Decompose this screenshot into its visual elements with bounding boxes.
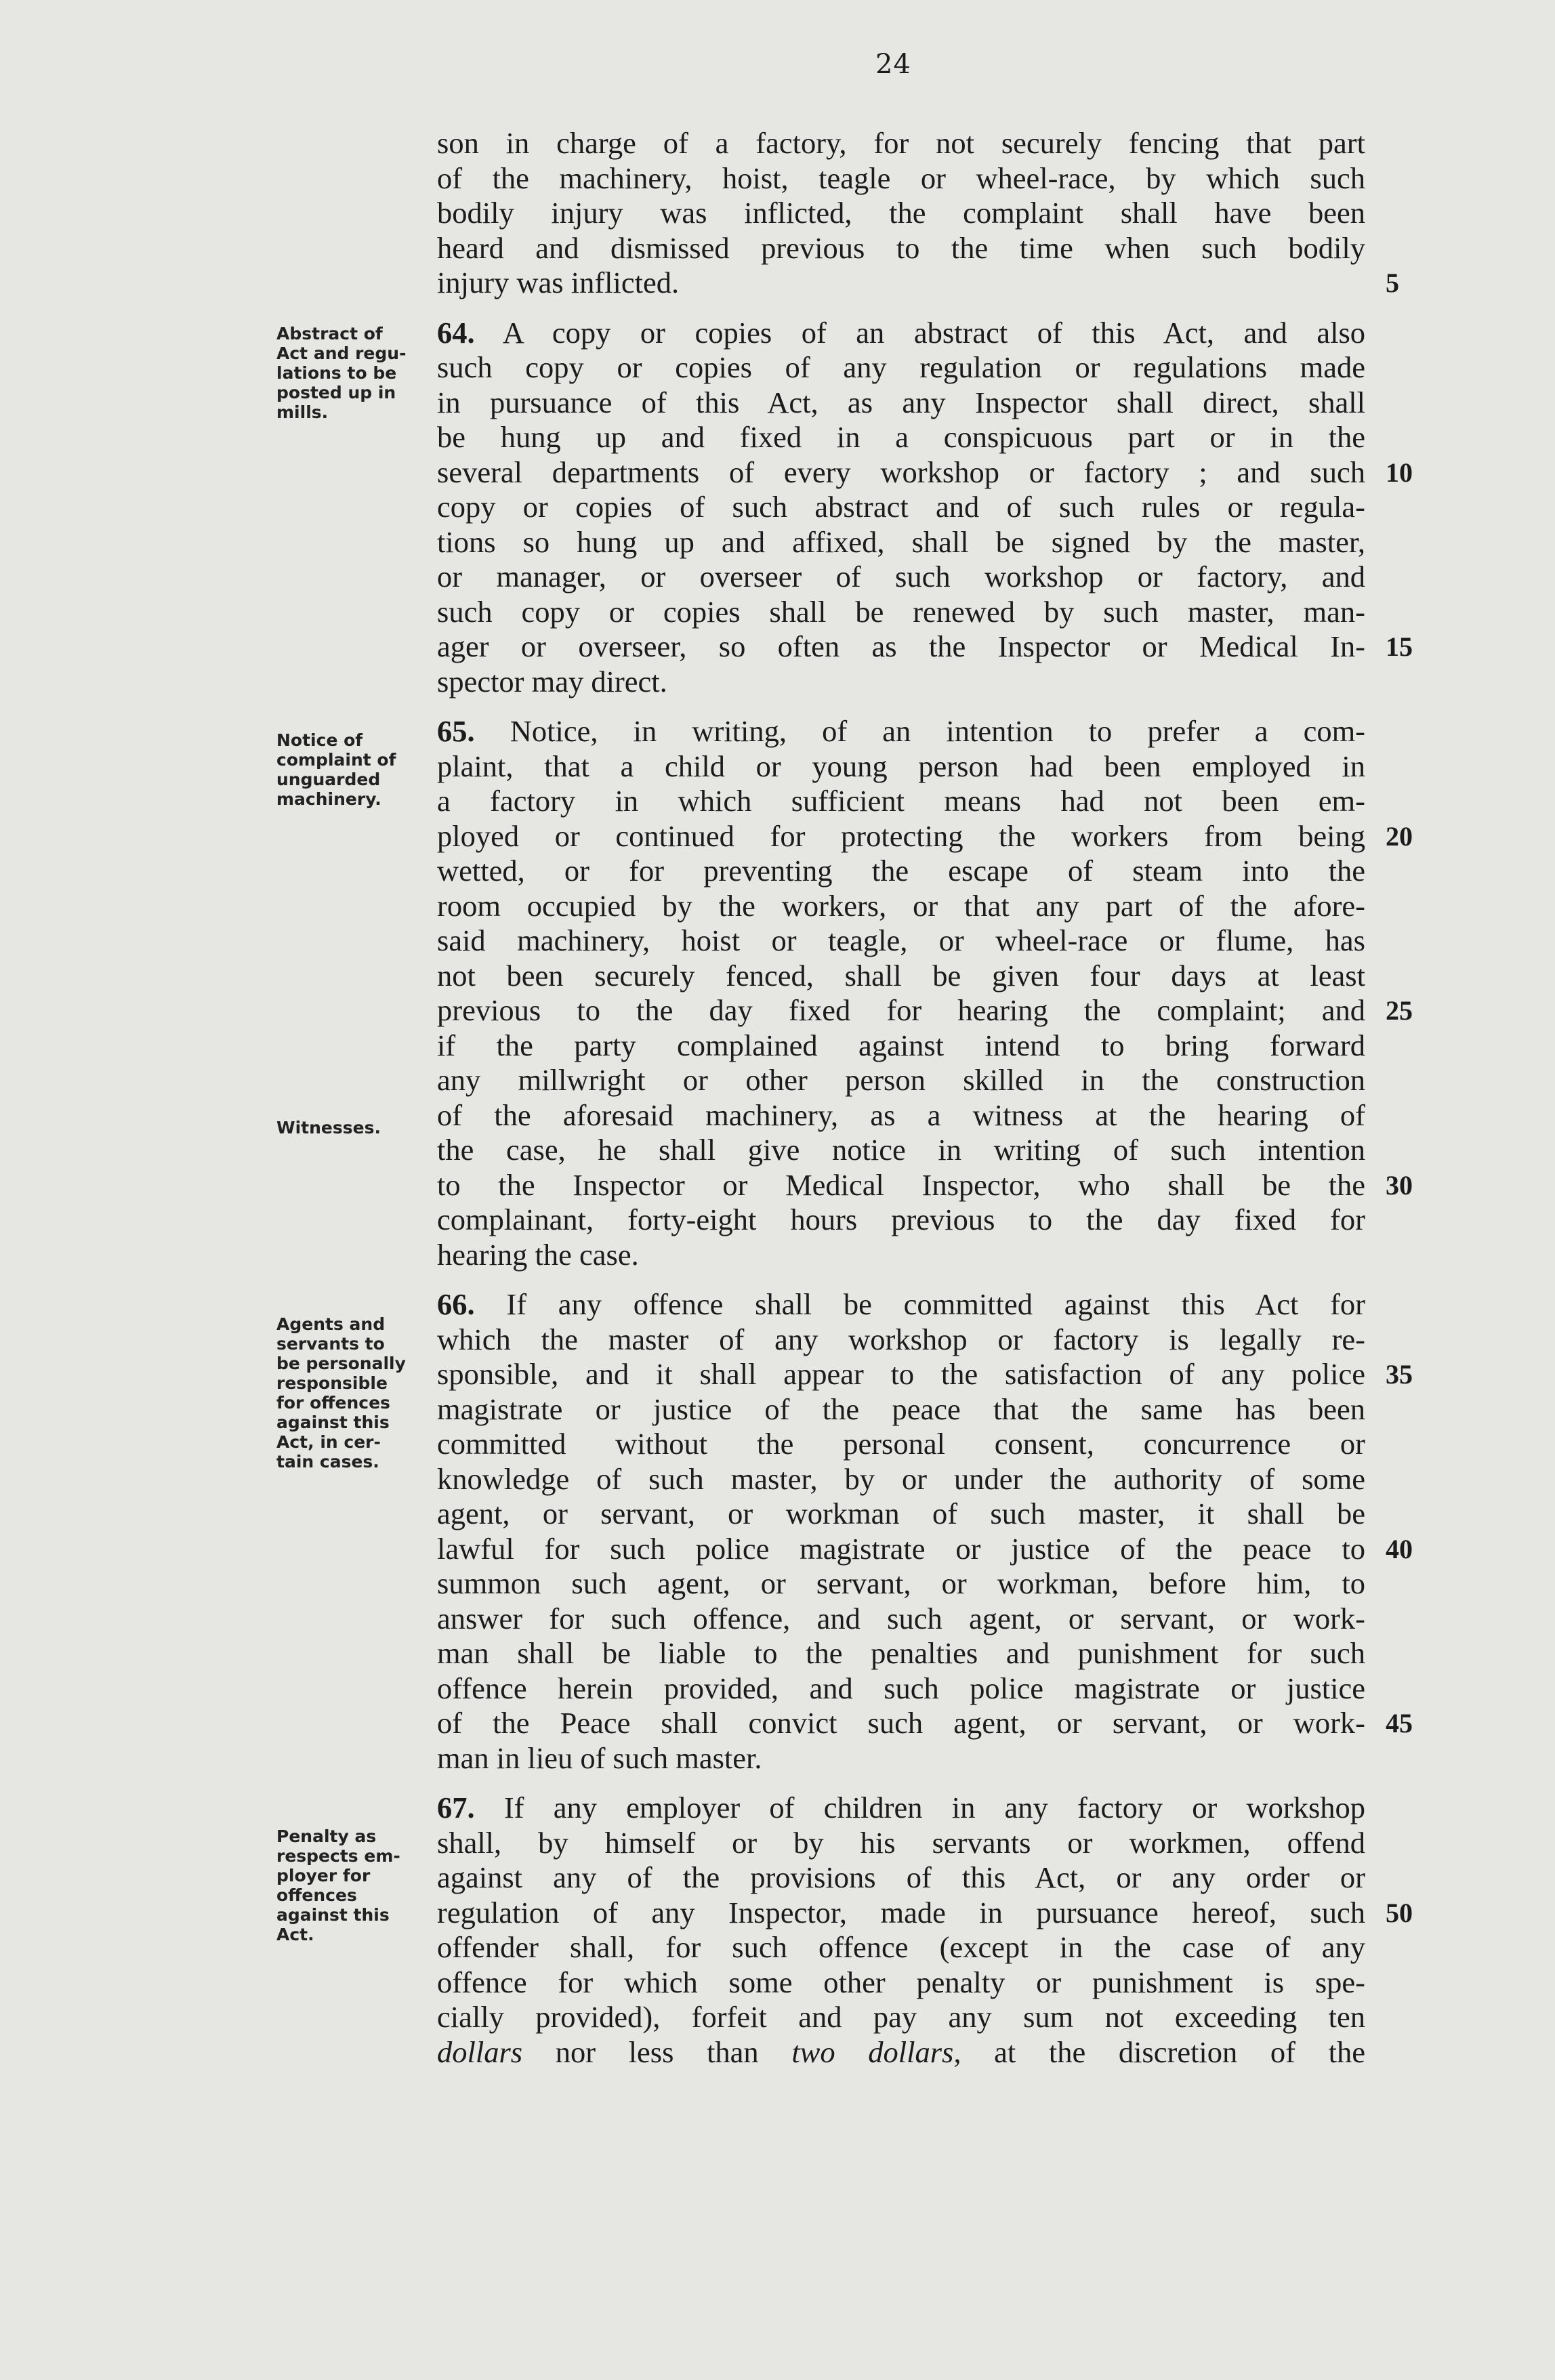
line-number: 45 [1386,1708,1413,1738]
margin-note-line: Abstract of [276,324,383,343]
line-number: 30 [1386,1169,1413,1201]
margin-note-line: lations to be [276,363,397,383]
text-line-content: sponsible, and it shall appear to the satisfaction of any police [437,1357,1365,1391]
margin-note-line: for offences [276,1393,390,1413]
margin-note-line: posted up in [276,383,396,402]
text-line: knowledge of such master, by or under the authority of some [437,1461,1365,1496]
text-line: bodily injury was inflicted, the complaint shall have been [437,196,1365,230]
margin-note-line: tain cases. [276,1452,379,1471]
text-line: offence herein provided, and such police magistrate or justice [437,1671,1365,1705]
text-line-content: several departments of every workshop or factory ; and such [437,455,1365,489]
margin-note-line: Penalty as [276,1826,377,1846]
text-line: heard and dismissed previous to the time when such bodily [437,230,1365,265]
text-fragment: at the discretion of the [961,2034,1365,2069]
text-line: of the aforesaid machinery, as a witness at the hearing of [437,1098,1365,1132]
text-line: of the machinery, hoist, teagle or wheel-race, by which such [437,161,1365,195]
page-number: 24 [875,49,911,80]
text-line: against any of the provisions of this Act, or any order or [437,1860,1365,1894]
line-number: 50 [1386,1897,1413,1928]
section-66-first-line [437,1287,1365,1322]
margin-note-line: Act, in cer- [276,1432,381,1452]
text-line [437,2035,1365,2070]
line-number: 5 [1386,268,1399,298]
text-line: answer for such offence, and such agent, or servant, or work- [437,1601,1365,1635]
text-line: wetted, or for preventing the escape of steam into the [437,854,1365,888]
text-line: said machinery, hoist or teagle, or wheel-race or flume, has [437,923,1365,957]
text-line-content: ager or overseer, so often as the Inspector or Medical In- [437,629,1365,663]
margin-note-line: unguarded [276,770,381,789]
margin-note-line: Witnesses. [276,1118,381,1137]
text-line [437,993,1413,1028]
section-number: 66. [437,1287,475,1321]
margin-note-line: Agents and [276,1314,386,1334]
margin-note-line: Act. [276,1925,314,1944]
margin-note-penalty [276,1826,432,1944]
text-line [437,455,1413,490]
margin-note-line: offences [276,1885,357,1905]
text-line: if the party complained against intend to bring forward [437,1028,1365,1062]
text-line: or manager, or overseer of such workshop or factory, and [437,560,1365,593]
margin-note-line: respects em- [276,1846,400,1866]
text-line: in pursuance of this Act, as any Inspector shall direct, shall [437,385,1365,419]
margin-note-line: against this [276,1905,390,1925]
margin-note-line: machinery. [276,789,381,809]
text-line-content: lawful for such police magistrate or justice of the peace to [437,1531,1365,1566]
text-line: which the master of any workshop or factory is legally re- [437,1322,1365,1356]
margin-note-witnesses [276,1118,432,1137]
margin-note-line: Act and regu- [276,343,407,363]
text-line-content: injury was inflicted. [437,266,680,299]
text-line-content: of the Peace shall convict such agent, or servant, or work- [437,1706,1365,1740]
text-line: spector may direct. [437,664,667,698]
italic-text: two dollars, [791,2034,961,2069]
text-line [437,1895,1413,1931]
line-number: 15 [1386,631,1413,662]
text-line: a factory in which sufficient means had not been em- [437,784,1365,818]
text-line: room occupied by the workers, or that any part of the afore- [437,888,1365,923]
text-line-content: A copy or copies of an abstract of this Act, and also [502,315,1366,350]
text-line [437,266,1399,301]
section-number: 65. [437,714,475,748]
text-line [437,1357,1413,1392]
section-65-first-line [437,714,1365,749]
text-line: magistrate or justice of the peace that the same has been [437,1392,1365,1426]
text-line: plaint, that a child or young person had been employed in [437,749,1365,783]
text-line: man shall be liable to the penalties and punishment for such [437,1636,1365,1670]
text-line-content: regulation of any Inspector, made in pursuance hereof, such [437,1895,1365,1929]
section-number: 64. [437,315,475,350]
text-line [437,818,1413,854]
text-line [437,1167,1413,1203]
text-line: shall, by himself or by his servants or workmen, offend [437,1825,1365,1860]
text-line: tions so hung up and affixed, shall be signed by the master, [437,524,1365,559]
margin-note-line: Notice of [276,730,363,750]
line-number: 10 [1386,457,1413,488]
text-line: summon such agent, or servant, or workman, before him, to [437,1566,1365,1600]
text-line: man in lieu of such master. [437,1740,762,1775]
margin-note-abstract [276,324,432,422]
margin-note-line: complaint of [276,750,396,770]
line-number: 25 [1386,995,1413,1026]
text-line: cially provided), forfeit and pay any sum not exceeding ten [437,2000,1365,2034]
section-67-first-line [437,1791,1365,1826]
text-line: not been securely fenced, shall be given four days at least [437,958,1365,993]
text-fragment: nor less than [522,2034,792,2069]
margin-note-line: against this [276,1413,390,1432]
text-line-content: ployed or continued for protecting the workers from being [437,818,1365,853]
body-text [437,126,1413,2070]
margin-note-line: servants to [276,1334,385,1354]
text-line: offence for which some other penalty or punishment is spe- [437,1965,1365,1999]
text-line: any millwright or other person skilled in the construction [437,1063,1365,1097]
text-line [437,1706,1413,1741]
text-line: copy or copies of such abstract and of such rules or regula- [437,490,1365,524]
text-line [437,1531,1413,1567]
text-line-content: If any offence shall be committed against this Act for [506,1287,1365,1321]
text-line-content: Notice, in writing, of an intention to prefer a com- [510,714,1365,748]
text-line: committed without the personal consent, concurrence or [437,1427,1365,1461]
text-line-content: If any employer of children in any factory or workshop [503,1791,1366,1824]
text-line-content: previous to the day fixed for hearing the complaint; and [437,993,1365,1027]
text-line: offender shall, for such offence (except in the case of any [437,1930,1365,1964]
margin-note-line: ployer for [276,1866,371,1885]
text-line: son in charge of a factory, for not securely fencing that part [437,126,1365,160]
italic-text: dollars [437,2034,523,2069]
text-line: such copy or copies shall be renewed by such master, man- [437,594,1365,629]
text-line: such copy or copies of any regulation or regulations made [437,350,1365,384]
line-number: 40 [1386,1533,1413,1564]
margin-note-line: responsible [276,1373,388,1393]
text-line [437,629,1413,665]
text-line: be hung up and fixed in a conspicuous part or in the [437,420,1365,454]
section-64-first-line [437,316,1365,351]
line-number: 20 [1386,820,1413,852]
margin-note-line: be personally [276,1354,406,1373]
text-line: hearing the case. [437,1237,639,1272]
text-line: agent, or servant, or workman of such master, it shall be [437,1497,1365,1530]
margin-note-agents [276,1314,432,1471]
line-number: 35 [1386,1359,1413,1390]
margin-note-line: mills. [276,402,329,422]
text-line: the case, he shall give notice in writing of such intention [437,1133,1365,1167]
margin-note-notice [276,730,432,809]
text-line-content: to the Inspector or Medical Inspector, who shall be the [437,1167,1365,1202]
text-line: complainant, forty-eight hours previous to the day fixed for [437,1203,1365,1236]
section-number: 67. [437,1791,475,1824]
